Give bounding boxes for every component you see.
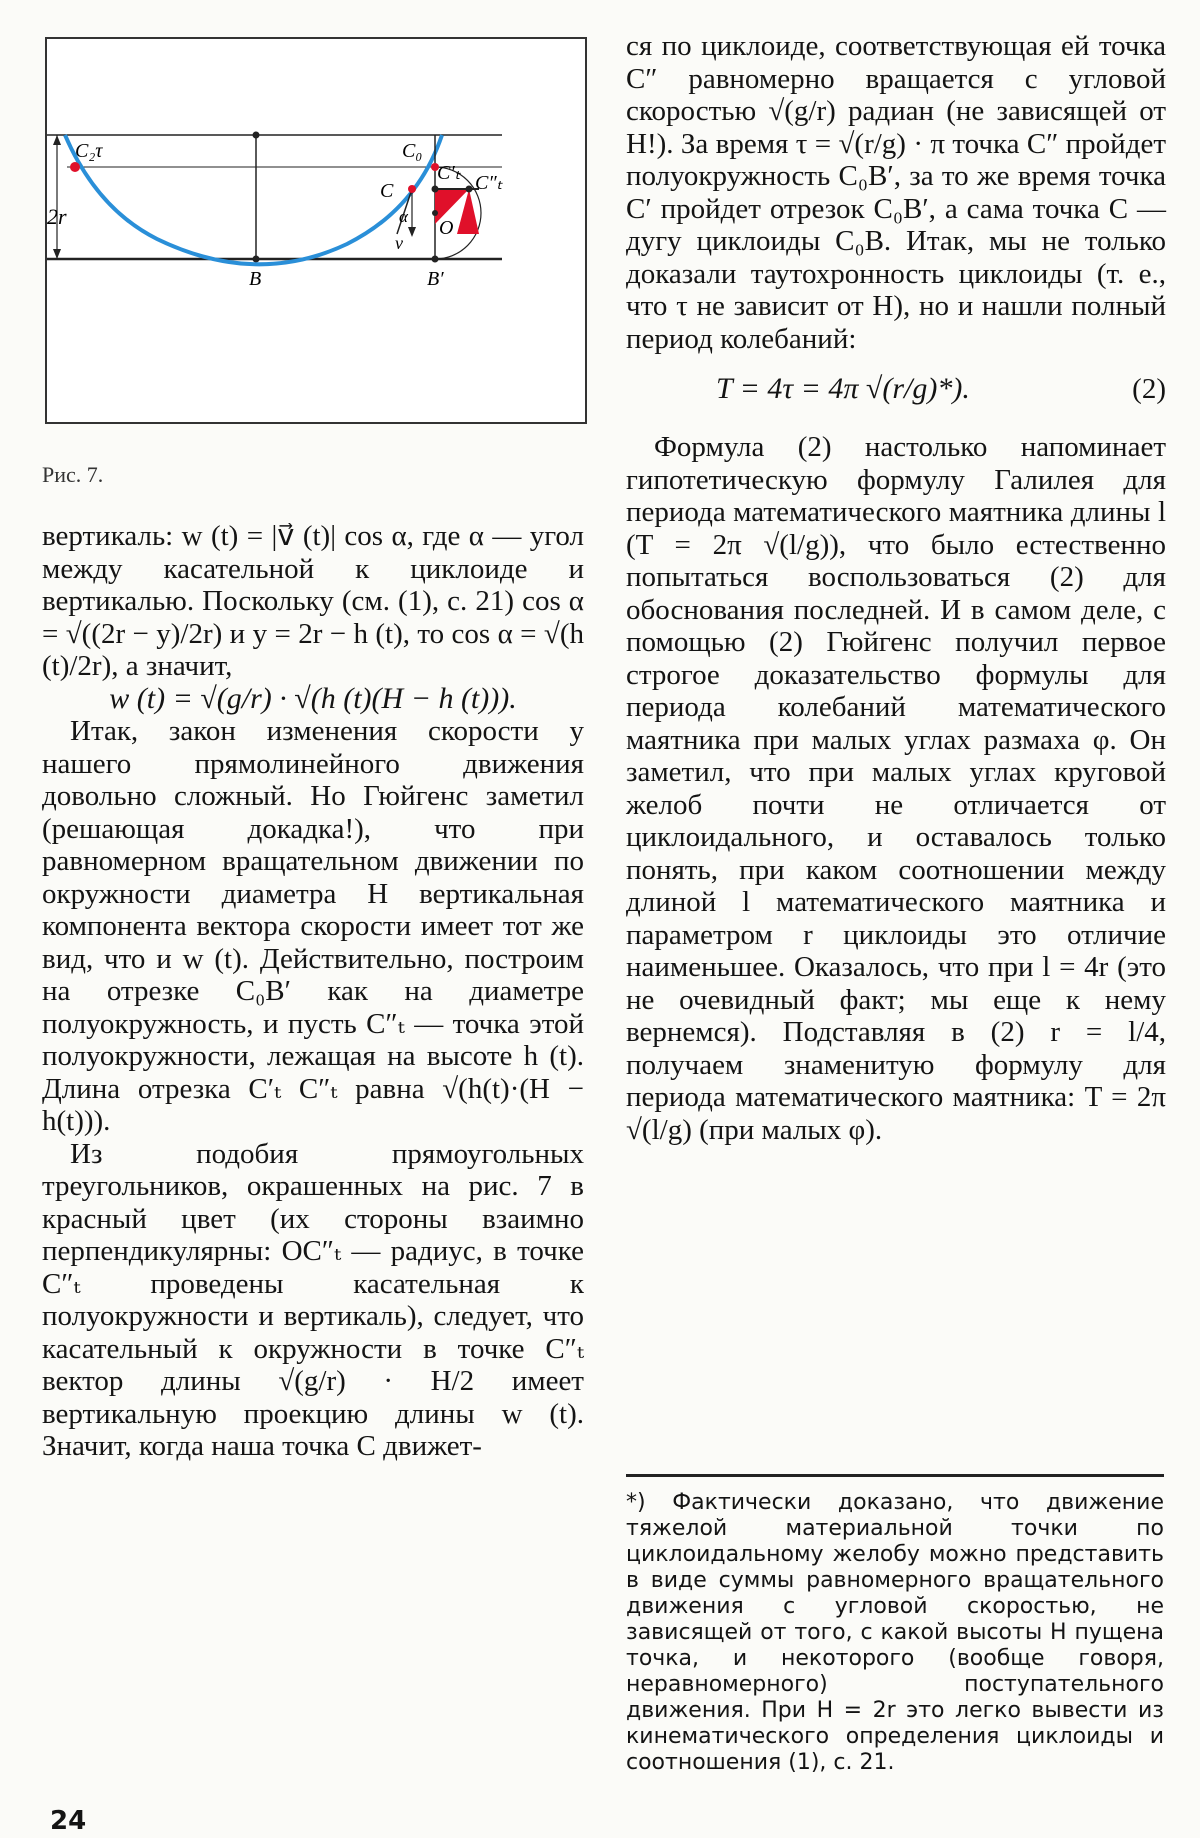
- label-alpha: α: [399, 207, 408, 226]
- axis-top-point: [253, 132, 260, 139]
- point-o: [432, 210, 438, 216]
- point-ct-prime: [432, 186, 439, 193]
- left-paragraph-3: Из подобия прямоугольных треугольников, окрашенных на рис. 7 в красный цвет (их стороны взаимно перпендикулярны: OC″ₜ — радиус, в точке C″ₜ проведены касательная к полуокружности и вертикаль), следует, что касательный к окружности в точке C″ₜ вектор длины √(g/r) · H/2 имеет вертикальную проекцию длины w (t). Значит, когда наша точка C движет-: [42, 1137, 584, 1462]
- label-c: C: [380, 180, 394, 202]
- left-paragraph-1: вертикаль: w (t) = |v⃗ (t)| cos α, где α — угол между касательной к циклоиде и вертикалью. Поскольку (см. (1), с. 21) cos α = √((2r − y)/2r) и y = 2r − h (t), то cos α = √(h (t)/2r), а значит,: [42, 520, 584, 682]
- right-paragraph-1: ся по циклоиде, соответствующая ей точка C″ равномерно вращается с угловой скоростью √(g/r) радиан (не зависящей от H!). За время τ = √(r/g) · π точка C″ пройдет полуокружность C₀B′, за то же время точка C′ пройдет отрезок C₀B′, а сама точка C — дугу циклоиды C₀B. Итак, мы не только доказали таутохронность циклоиды (т. е., что τ не зависит от H), но и нашли полный период колебаний:: [626, 30, 1166, 355]
- point-c: [408, 185, 416, 193]
- label-b: B: [249, 268, 262, 290]
- label-c0: C₀: [402, 140, 423, 162]
- formula-w: w (t) = √(g/r) · √(h (t)(H − h (t))).: [109, 681, 517, 715]
- formula-2-number: (2): [1132, 373, 1166, 405]
- footnote: *) Фактически доказано, что движение тяжелой материальной точки по циклоидальному желобу можно представить в виде суммы равномерного вращательного движения с угловой скоростью, не зависящей от того, с какой высоты H пущена точка, и некоторого (вообще говоря, неравномерного) поступательного движения. При H = 2r это легко вывести из кинематического определения циклоиды и соотношения (1), с. 21.: [626, 1490, 1164, 1775]
- figure-7: [45, 37, 587, 424]
- right-column: [626, 30, 1166, 1146]
- point-b: [253, 256, 260, 263]
- label-ct-prime: C′ₜ: [437, 162, 461, 184]
- label-o: O: [439, 217, 454, 239]
- arrow-down-icon: [53, 249, 61, 259]
- figure-caption: Рис. 7.: [42, 462, 104, 487]
- point-b-prime: [432, 256, 439, 263]
- label-b-prime: B′: [427, 268, 444, 290]
- arrow-up-icon: [53, 135, 61, 145]
- cycloid-diagram: [47, 39, 585, 422]
- label-v: v⃗: [395, 233, 417, 253]
- left-column: [42, 520, 584, 1463]
- label-ct-double: C″ₜ: [475, 172, 503, 194]
- label-c2tau: C₂τ: [75, 140, 103, 162]
- formula-2-row: [626, 373, 1166, 413]
- page-number: 24: [50, 1806, 87, 1836]
- right-paragraph-2: Формула (2) настолько напоминает гипотетическую формулу Галилея для периода математического маятника длины l (T = 2π √(l/g)), что было естественно попытаться воспользоваться (2) для обоснования последней. И в самом деле, с помощью (2) Гюйгенс получил первое строгое доказательство формулы для периода колебаний математического маятника при малых углах размаха φ. Он заметил, что при малых углах круговой желоб почти не отличается от циклоидального, и оставалось только понять, при каком соотношении между длиной l математического маятника и параметром r циклоиды это отличие наименьшее. Оказалось, что при l = 4r (это не очевидный факт; мы еще к нему вернемся). Подставляя в (2) r = l/4, получаем знаменитую формулу для периода математического маятника: T = 2π √(l/g) (при малых φ).: [626, 431, 1166, 1146]
- label-2r: 2r: [47, 204, 67, 229]
- point-ct-double: [466, 186, 473, 193]
- footnote-rule: [626, 1474, 1164, 1477]
- point-c2tau: [70, 162, 80, 172]
- formula-2: T = 4τ = 4π √(r/g)*).: [716, 372, 970, 405]
- left-paragraph-2: Итак, закон изменения скорости у нашего прямолинейного движения довольно сложный. Но Гюйгенс заметил (решающая докадка!), что при равномерном вращательном движении по окружности диаметра H вертикальная компонента вектора скорости имеет тот же вид, что и w (t). Действительно, построим на отрезке C₀B′ как на диаметре полуокружность, и пусть C″ₜ — точка этой полуокружности, лежащая на высоте h (t). Длина отрезка C′ₜ C″ₜ равна √(h(t)·(H − h(t))).: [42, 715, 584, 1137]
